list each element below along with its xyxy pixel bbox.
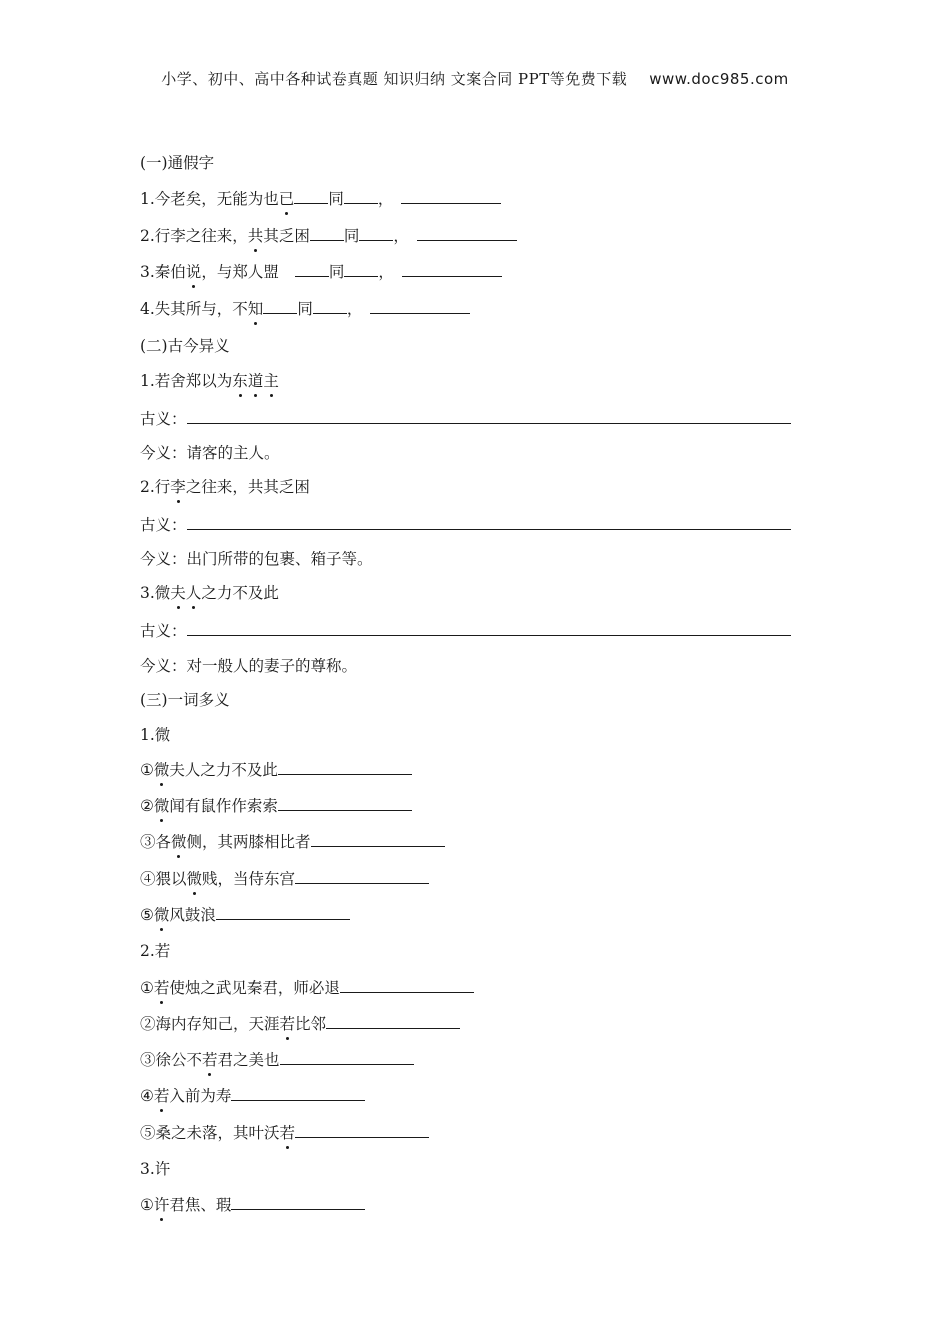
dotted-char: 微	[171, 833, 187, 851]
item-number: ⑤	[140, 906, 154, 924]
dotted-char: 说	[185, 263, 202, 281]
item-text: ，与郑人盟	[201, 263, 279, 281]
wei-item-5	[140, 903, 350, 926]
answer-blank[interactable]	[340, 976, 474, 993]
dotted-char: 李	[170, 478, 186, 496]
answer-blank[interactable]	[417, 224, 517, 241]
jin-label: 今义：	[140, 550, 187, 568]
item-number: ①	[140, 761, 154, 779]
wei-item-1	[140, 758, 412, 781]
item-text: 君焦、瑕	[169, 1196, 232, 1214]
page-header	[0, 68, 950, 89]
jin-label: 今义：	[140, 657, 187, 675]
answer-blank[interactable]	[278, 758, 412, 775]
dotted-char: 主	[263, 372, 279, 390]
gu-label: 古义：	[140, 516, 187, 534]
xu-item-1	[140, 1193, 365, 1216]
item-number: ⑤	[140, 1124, 156, 1142]
comma: ，	[378, 263, 394, 281]
answer-blank[interactable]	[295, 260, 329, 277]
dotted-char: 微	[153, 761, 170, 779]
item-text: 3.微	[140, 584, 171, 602]
gujin-jin-row-1	[140, 442, 280, 464]
gu-label: 古义：	[140, 410, 187, 428]
group-head-xu: 3.许	[140, 1160, 171, 1178]
answer-blank[interactable]	[280, 1048, 414, 1065]
tongjia-item-2	[140, 224, 517, 247]
gu-label: 古义：	[140, 622, 187, 640]
dotted-char: 人	[185, 584, 202, 602]
dotted-char: 若	[202, 1051, 218, 1069]
item-text: 4.失其所与，不	[140, 300, 248, 318]
answer-blank[interactable]	[370, 297, 470, 314]
dotted-char: 若	[279, 1124, 296, 1142]
ruo-item-2	[140, 1012, 460, 1035]
item-text: 入前为寿	[169, 1087, 232, 1105]
item-number: ③	[140, 833, 156, 851]
item-text: 各	[155, 833, 172, 851]
answer-blank[interactable]	[294, 187, 328, 204]
answer-blank[interactable]	[359, 224, 393, 241]
same-label: 同	[328, 263, 345, 281]
answer-blank[interactable]	[187, 407, 791, 424]
answer-blank[interactable]	[231, 1193, 365, 1210]
ruo-item-3	[140, 1048, 414, 1071]
dotted-char: 若	[153, 1087, 170, 1105]
item-text: 之力不及此	[201, 584, 279, 602]
gujin-item-3	[140, 582, 279, 604]
gujin-gu-row-3	[140, 619, 791, 642]
gujin-gu-row-1	[140, 407, 791, 430]
jin-label: 今义：	[140, 444, 187, 462]
item-text: 1.若舍郑以为	[140, 372, 233, 390]
group-head-wei: 1.微	[140, 726, 171, 744]
item-text: 其乏困	[263, 227, 310, 245]
item-text: 海内存知己，天涯	[155, 1015, 280, 1033]
answer-blank[interactable]	[295, 1121, 429, 1138]
header-text: 小学、初中、高中各种试卷真题 知识归纳 文案合同 PPT等免费下载	[161, 70, 628, 88]
dotted-char: 共	[247, 227, 264, 245]
item-text: 2.行	[140, 478, 171, 496]
answer-blank[interactable]	[187, 619, 791, 636]
answer-blank[interactable]	[263, 297, 297, 314]
item-number: ④	[140, 1087, 154, 1105]
gujin-item-1	[140, 370, 279, 392]
item-text: 2.行李之往来，	[140, 227, 248, 245]
item-text: 侧，其两膝相比者	[186, 833, 311, 851]
comma: ，	[377, 190, 394, 208]
gujin-item-2	[140, 476, 310, 498]
answer-blank[interactable]	[310, 224, 344, 241]
wei-item-2	[140, 794, 412, 817]
item-number: ①	[140, 979, 154, 997]
item-text: 3.秦伯	[140, 263, 186, 281]
group-head-ruo: 2.若	[140, 942, 171, 960]
item-text: 之往来，共其乏困	[185, 478, 310, 496]
item-text: 贱，当侍东宫	[202, 870, 296, 888]
answer-blank[interactable]	[402, 260, 502, 277]
answer-blank[interactable]	[216, 903, 350, 920]
ruo-item-1	[140, 976, 474, 999]
item-number: ③	[140, 1051, 156, 1069]
jin-text: 出门所带的包裹、箱子等。	[186, 550, 373, 568]
item-number: ④	[140, 870, 156, 888]
item-text: 风鼓浪	[169, 906, 216, 924]
dotted-char: 东	[232, 372, 248, 390]
ruo-item-5	[140, 1121, 429, 1144]
item-text: 桑之未落，其叶沃	[155, 1124, 280, 1142]
dotted-char: 微	[186, 870, 203, 888]
dotted-char: 微	[153, 906, 170, 924]
answer-blank[interactable]	[231, 1084, 365, 1101]
section-title-tongjiazi: (一)通假字	[140, 154, 215, 172]
answer-blank[interactable]	[187, 513, 791, 530]
item-number: ①	[140, 1196, 154, 1214]
same-label: 同	[297, 300, 313, 318]
item-text: 君之美也	[217, 1051, 280, 1069]
tongjia-item-1	[140, 187, 501, 210]
ruo-item-4	[140, 1084, 365, 1107]
tongjia-item-4	[140, 297, 470, 320]
item-text: 猥以	[155, 870, 187, 888]
item-number: ②	[140, 1015, 156, 1033]
item-text: 1.今老矣，无能为也	[140, 190, 279, 208]
jin-text: 请客的主人。	[186, 444, 280, 462]
answer-blank[interactable]	[313, 297, 347, 314]
item-number: ②	[140, 797, 154, 815]
wei-item-4	[140, 867, 429, 890]
answer-blank[interactable]	[344, 187, 378, 204]
section-title-yiciduoyi: (三)一词多义	[140, 691, 230, 709]
gujin-gu-row-2	[140, 513, 791, 536]
item-text: 闻有鼠作作索索	[169, 797, 278, 815]
gujin-jin-row-3	[140, 655, 357, 677]
same-label: 同	[328, 190, 344, 208]
item-text: 徐公不	[155, 1051, 203, 1069]
answer-blank[interactable]	[278, 794, 412, 811]
dotted-char: 知	[247, 300, 264, 318]
jin-text: 对一般人的妻子的尊称。	[186, 657, 358, 675]
section-title-gujinyiyi: (二)古今异义	[140, 337, 230, 355]
comma: ，	[346, 300, 363, 318]
answer-blank[interactable]	[295, 867, 429, 884]
dotted-char: 道	[247, 372, 264, 390]
dotted-char: 许	[153, 1196, 170, 1214]
dotted-char: 若	[153, 979, 170, 997]
answer-blank[interactable]	[401, 187, 501, 204]
dotted-char: 微	[153, 797, 170, 815]
item-text: 使烛之武见秦君，师必退	[169, 979, 340, 997]
same-label: 同	[343, 227, 360, 245]
answer-blank[interactable]	[326, 1012, 460, 1029]
header-site: www.doc985.com	[649, 70, 789, 88]
gujin-jin-row-2	[140, 548, 373, 570]
dotted-char: 夫	[170, 584, 186, 602]
dotted-char: 已	[278, 190, 295, 208]
dotted-char: 若	[279, 1015, 296, 1033]
item-text: 比邻	[295, 1015, 327, 1033]
comma: ，	[393, 227, 409, 245]
item-text: 夫人之力不及此	[169, 761, 278, 779]
answer-blank[interactable]	[344, 260, 378, 277]
answer-blank[interactable]	[311, 830, 445, 847]
tongjia-item-3	[140, 260, 502, 283]
wei-item-3	[140, 830, 445, 853]
